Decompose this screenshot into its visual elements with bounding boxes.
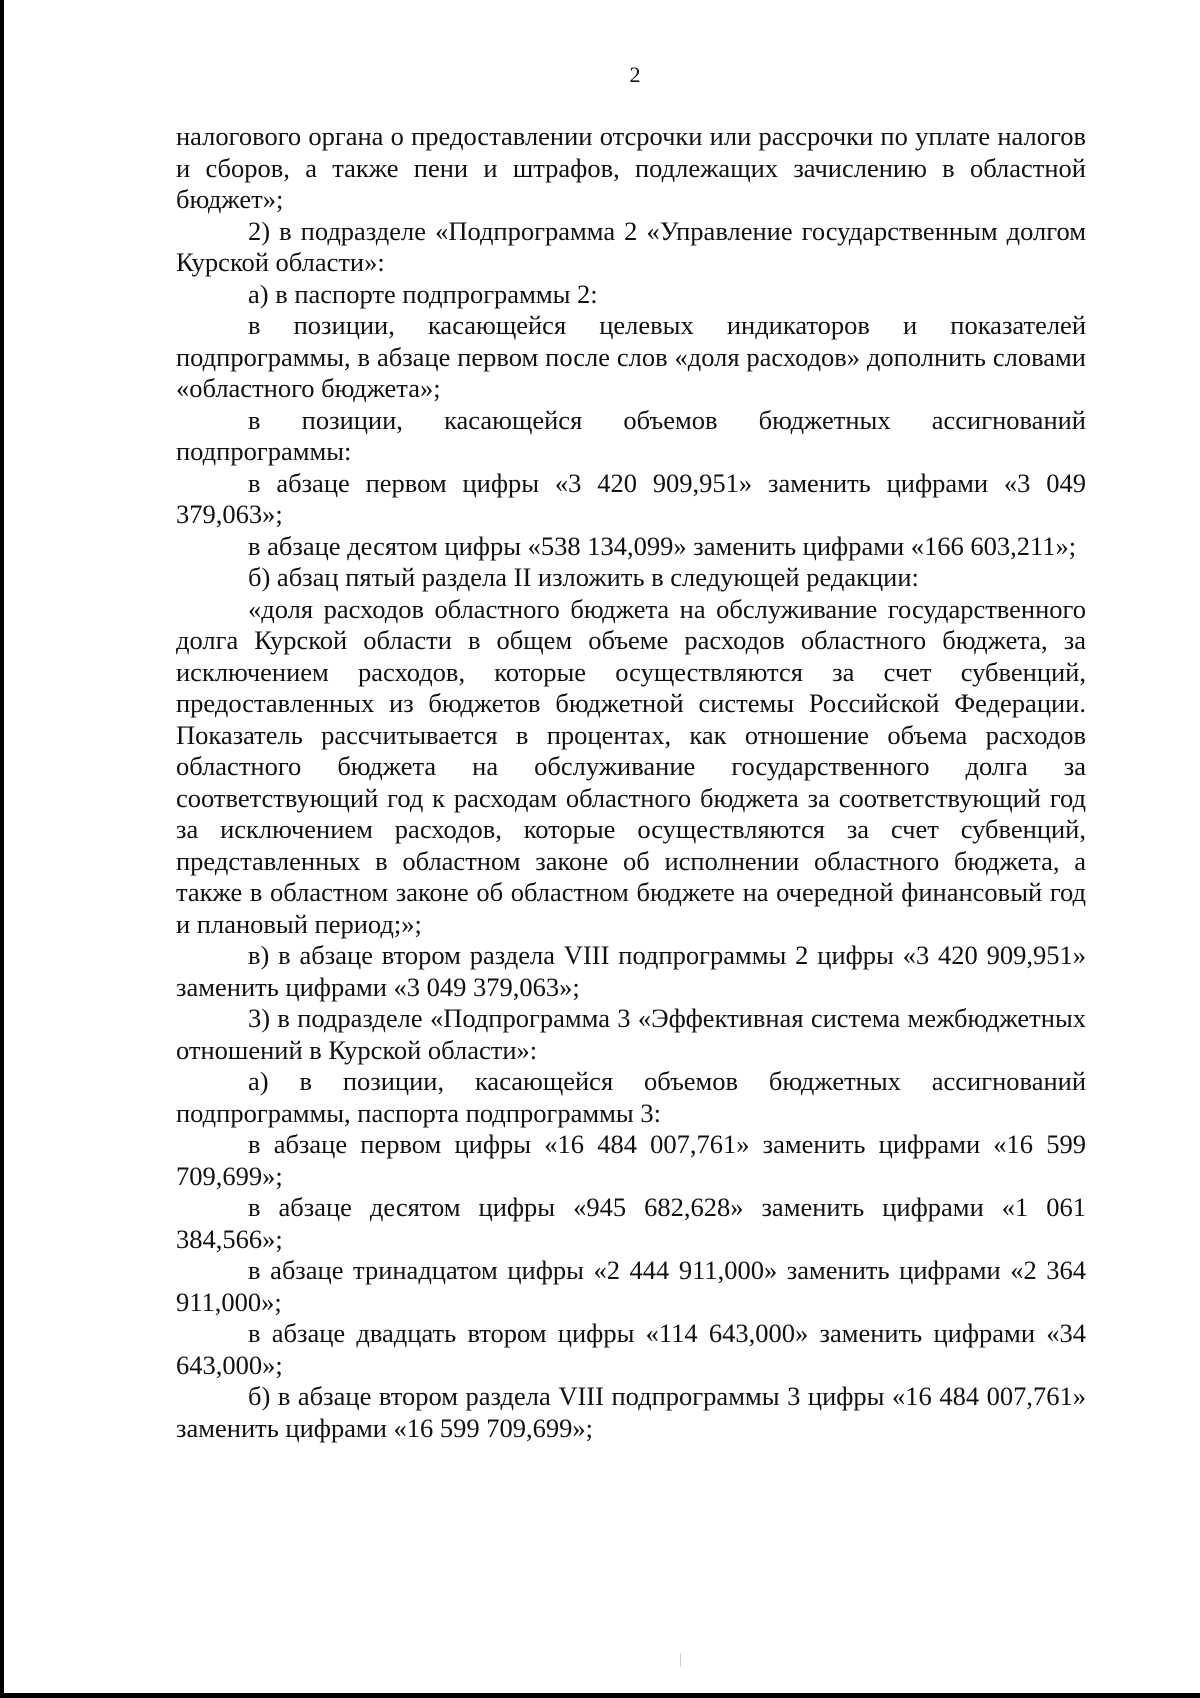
scan-border-left [0, 0, 4, 1698]
page-number: 2 [629, 62, 641, 87]
paragraph: в абзаце первом цифры «16 484 007,761» заменить цифрами «16 599 709,699»; [176, 1129, 1086, 1191]
paragraph: 3) в подразделе «Подпрограмма 3 «Эффективная система межбюджетных отношений в Курской области»: [176, 1003, 1086, 1065]
paragraph: налогового органа о предоставлении отсрочки или рассрочки по уплате налогов и сборов, а также пени и штрафов, подлежащих зачислению в областной бюджет»; [176, 121, 1086, 214]
paragraph: 2) в подразделе «Подпрограмма 2 «Управление государственным долгом Курской области»: [176, 215, 1086, 277]
paragraph: в абзаце двадцать втором цифры «114 643,000» заменить цифрами «34 643,000»; [176, 1318, 1086, 1380]
document-body [176, 121, 1086, 1444]
paragraph: а) в паспорте подпрограммы 2: [248, 278, 598, 309]
paragraph: в абзаце десятом цифры «538 134,099» заменить цифрами «166 603,211»; [248, 530, 1077, 561]
paragraph: «доля расходов областного бюджета на обслуживание государственного долга Курской области в общем объеме расходов областного бюджета, за исключением расходов, которые осуществляются за счет субвенций, предоставленных из бюджетов бюджетной системы Российской Федерации. Показатель рассчитывается в процентах, как отношение объема расходов областного бюджета на обслуживание государственного долга за соответствующий год к расходам областного бюджета за соответствующий год за исключением расходов, которые осуществляются за счет субвенций, представленных в областном законе об исполнении областного бюджета, а также в областном законе об областном бюджете на очередной финансовый год и плановый период;»; [176, 593, 1086, 939]
paragraph: в абзаце тринадцатом цифры «2 444 911,000» заменить цифрами «2 364 911,000»; [176, 1255, 1086, 1317]
paragraph: в) в абзаце втором раздела VIII подпрограммы 2 цифры «3 420 909,951» заменить цифрами «3 049 379,063»; [176, 940, 1086, 1002]
paragraph: б) в абзаце втором раздела VIII подпрограммы 3 цифры «16 484 007,761» заменить цифрами «16 599 709,699»; [176, 1381, 1086, 1443]
paragraph: в абзаце десятом цифры «945 682,628» заменить цифрами «1 061 384,566»; [176, 1192, 1086, 1254]
paragraph: в позиции, касающейся целевых индикаторов и показателей подпрограммы, в абзаце первом после слов «доля расходов» дополнить словами «областного бюджета»; [176, 310, 1086, 403]
scan-artifact [680, 1653, 681, 1667]
paragraph: б) абзац пятый раздела II изложить в следующей редакции: [248, 562, 919, 592]
paragraph: а) в позиции, касающейся объемов бюджетных ассигнований подпрограммы, паспорта подпрограммы 3: [176, 1066, 1086, 1128]
scan-border-bottom [0, 1693, 1200, 1698]
paragraph: в абзаце первом цифры «3 420 909,951» заменить цифрами «3 049 379,063»; [176, 467, 1086, 529]
paragraph: в позиции, касающейся объемов бюджетных ассигнований подпрограммы: [176, 404, 1086, 466]
